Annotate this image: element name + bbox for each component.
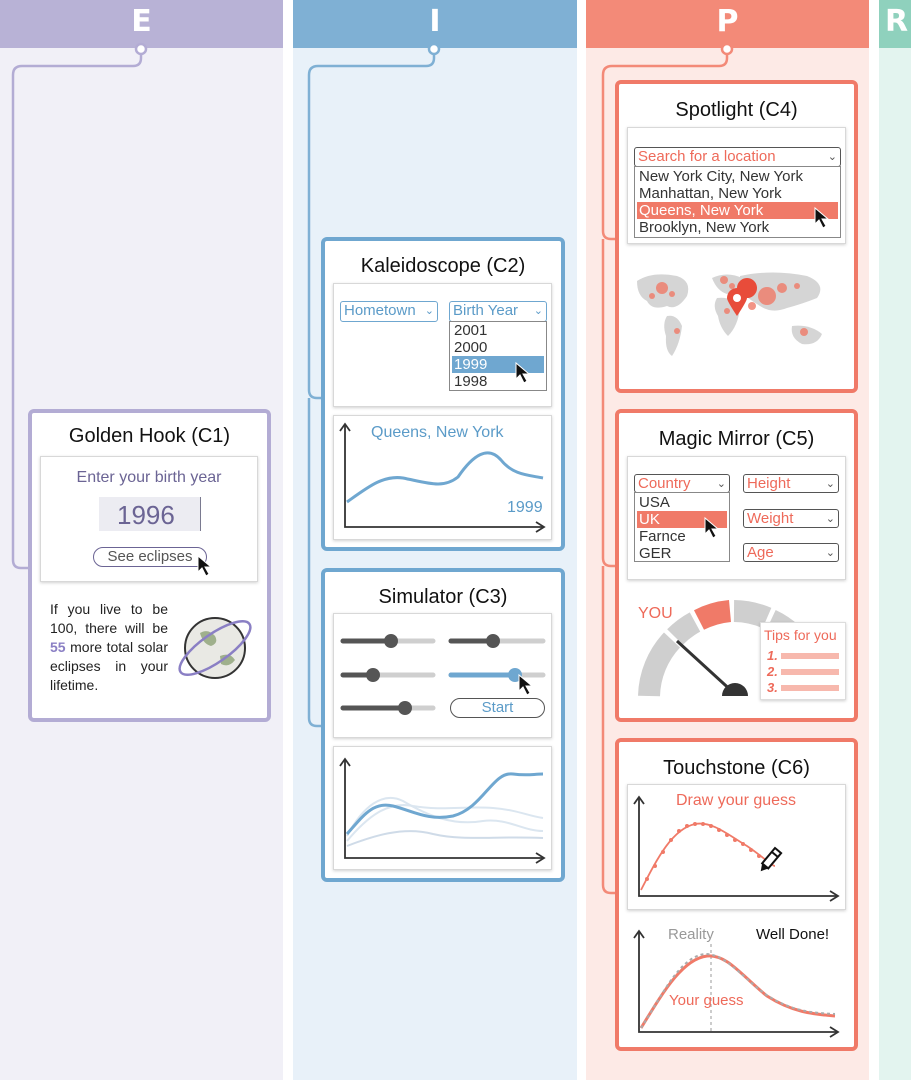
- chevron-down-icon: ⌄: [424, 305, 434, 317]
- list-item[interactable]: Farnce: [639, 528, 686, 545]
- list-item[interactable]: 1998: [454, 373, 488, 390]
- touchstone-title: Touchstone (C6): [663, 757, 810, 779]
- magic-mirror-title: Magic Mirror (C5): [658, 428, 815, 450]
- birth-year-panel: [40, 456, 258, 582]
- tip-2: 2.: [767, 664, 778, 679]
- see-eclipses-button[interactable]: [93, 547, 207, 567]
- slider-thumb: [366, 668, 380, 682]
- world-map: [632, 266, 842, 366]
- location-search-select[interactable]: Search for a location ⌄: [634, 147, 841, 167]
- list-item[interactable]: GER: [639, 545, 672, 562]
- cursor-icon: [813, 207, 835, 231]
- tips-box: [760, 622, 846, 700]
- birth-year-value: 1996: [117, 500, 175, 530]
- list-item[interactable]: New York City, New York: [639, 168, 803, 185]
- country-select[interactable]: Country ⌄: [634, 474, 730, 493]
- birth-year-select[interactable]: Birth Year ⌄: [449, 301, 547, 322]
- kaleidoscope-controls-panel: [333, 283, 552, 407]
- gauge-you-label: YOU: [638, 605, 673, 622]
- eclipse-count: 55: [50, 639, 66, 655]
- kaleidoscope-chart-label: Queens, New York: [371, 424, 504, 441]
- age-select[interactable]: Age ⌄: [743, 543, 839, 562]
- chevron-down-icon: ⌄: [825, 513, 835, 525]
- list-item[interactable]: Manhattan, New York: [639, 185, 782, 202]
- golden-hook-title: Golden Hook (C1): [68, 425, 231, 447]
- eclipse-fact-text: If you live to be 100, there will be 55 more total solar eclipses in your lifetime.: [50, 601, 168, 693]
- column-e-header: E: [0, 0, 283, 48]
- list-item[interactable]: 2001: [454, 322, 488, 339]
- list-item[interactable]: Brooklyn, New York: [639, 219, 770, 236]
- list-item-selected[interactable]: UK: [637, 511, 727, 528]
- tip-3: 3.: [767, 680, 778, 695]
- draw-guess-chart: [627, 784, 846, 910]
- list-item[interactable]: 2000: [454, 339, 488, 356]
- birth-year-input[interactable]: [99, 497, 201, 531]
- kaleidoscope-chart-year: 1999: [507, 499, 543, 516]
- location-search-panel: [627, 127, 846, 244]
- slider-thumb: [486, 634, 500, 648]
- tips-title: Tips for you: [764, 627, 837, 643]
- height-select[interactable]: Height ⌄: [743, 474, 839, 493]
- cursor-icon: [703, 517, 725, 541]
- simulator-chart: [333, 746, 552, 870]
- chevron-down-icon: ⌄: [827, 151, 837, 163]
- birth-year-prompt: Enter your birth year: [76, 469, 222, 486]
- list-item-selected[interactable]: Queens, New York: [637, 202, 838, 219]
- simulator-sliders: [333, 613, 552, 738]
- hometown-select[interactable]: Hometown ⌄: [340, 301, 438, 322]
- pencil-icon: [758, 848, 781, 874]
- reality-label: Reality: [668, 926, 714, 943]
- location-listbox[interactable]: [634, 166, 841, 238]
- column-i-header: I: [293, 0, 577, 48]
- start-button[interactable]: [450, 698, 545, 718]
- column-r-header: R: [879, 0, 911, 48]
- draw-guess-label: Draw your guess: [676, 792, 797, 809]
- mirror-controls-panel: [627, 456, 846, 580]
- chevron-down-icon: ⌄: [533, 305, 543, 317]
- kaleidoscope-title: Kaleidoscope (C2): [360, 255, 526, 277]
- list-item-selected[interactable]: 1999: [452, 356, 544, 373]
- see-eclipses-label: See eclipses: [107, 548, 193, 565]
- slider-thumb: [384, 634, 398, 648]
- list-item[interactable]: USA: [639, 494, 670, 511]
- cursor-icon: [514, 362, 536, 386]
- cursor-icon: [196, 555, 218, 579]
- tip-1: 1.: [767, 648, 778, 663]
- chevron-down-icon: ⌄: [716, 478, 726, 490]
- spotlight-title: Spotlight (C4): [675, 99, 798, 121]
- weight-select[interactable]: Weight ⌄: [743, 509, 839, 528]
- chevron-down-icon: ⌄: [825, 478, 835, 490]
- chevron-down-icon: ⌄: [825, 547, 835, 559]
- planet-eclipse-icon: [175, 608, 255, 688]
- column-p-header: P: [586, 0, 869, 48]
- slider-thumb: [398, 701, 412, 715]
- start-label: Start: [481, 699, 514, 716]
- simulator-title: Simulator (C3): [378, 586, 508, 608]
- well-done-label: Well Done!: [756, 926, 830, 943]
- your-guess-label: Your guess: [669, 992, 744, 1009]
